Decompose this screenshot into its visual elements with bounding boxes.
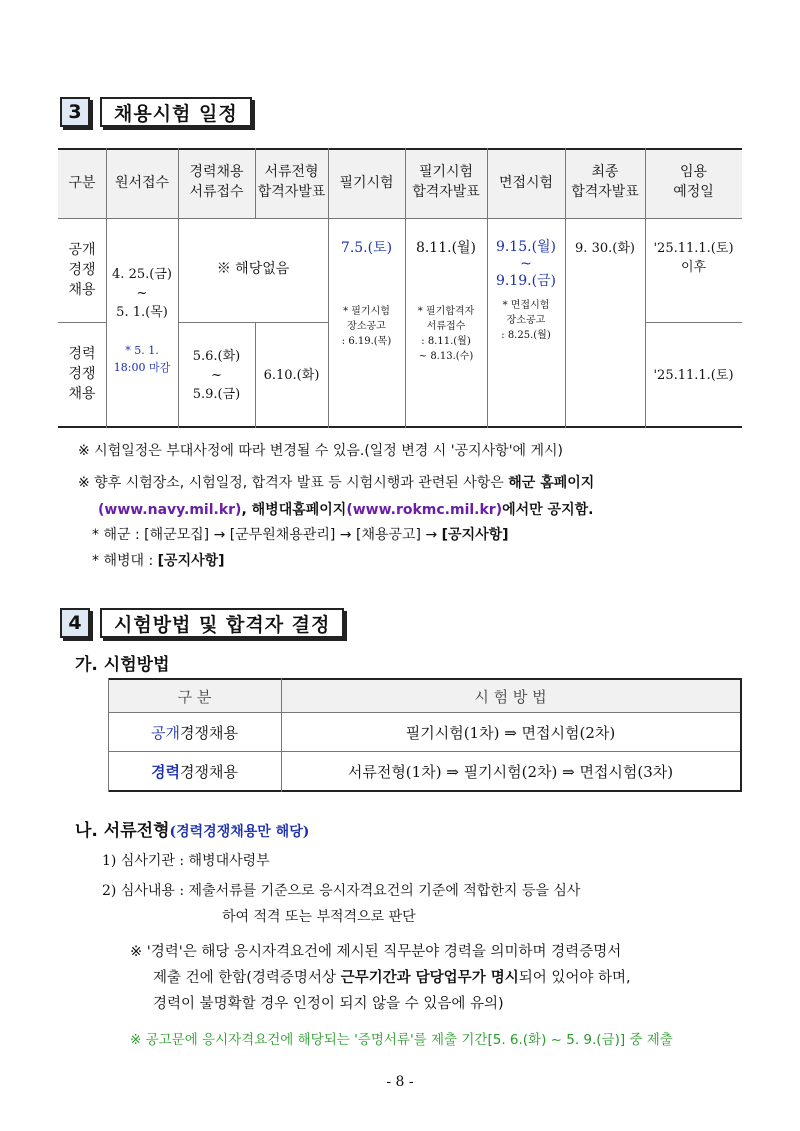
review-agency: 1) 심사기관 : 해병대사령부 (102, 853, 270, 869)
path-text: * 해병대 : (92, 553, 158, 569)
header-line: 합격자발표 (412, 184, 480, 200)
application-end: 5. 1.(목) (116, 305, 168, 320)
interview-note (487, 298, 565, 343)
note-line: : 6.19.(목) (341, 336, 392, 347)
header-line: 합격자발표 (571, 184, 639, 200)
deadline-time: 18:00 마감 (113, 361, 171, 374)
note-line: ~ 8.13.(수) (418, 351, 474, 362)
schedule-change-note: ※ 시험일정은 부대사정에 따라 변경될 수 있음.(일정 변경 시 '공지사항'에 게시) (78, 443, 564, 459)
marine-path (92, 550, 225, 570)
page-number: - 8 - (386, 1074, 414, 1090)
header-written-result (405, 162, 487, 202)
interview-period (487, 239, 565, 290)
note-bold: , 해병대홈페이지 (241, 502, 347, 518)
label-text: 경쟁채용 (180, 723, 238, 742)
header-line: 예정일 (673, 184, 714, 200)
appointment-after: 이후 (680, 260, 707, 275)
tilde: ~ (520, 256, 532, 272)
label-text: 경쟁채용 (180, 762, 238, 781)
row-label-line: 경쟁 (68, 262, 96, 278)
method-header-method: 시 험 방 법 (474, 687, 547, 706)
section-3-header (60, 97, 252, 127)
career-note-line1: ※ '경력'은 해당 응시자격요건에 제시된 직무분야 경력을 의미하며 경력증명서 (130, 944, 622, 960)
header-interview: 면접시험 (498, 175, 554, 191)
header-line: 임용 (679, 164, 708, 180)
path-target: [공지사항] (157, 553, 225, 569)
header-line: 서류접수 (189, 184, 244, 200)
label-highlight: 경력 (151, 762, 180, 781)
career-docs-start: 5.6.(화) (192, 349, 241, 364)
interview-end: 9.19.(금) (495, 273, 557, 289)
final-result-date: 9. 30.(화) (575, 241, 635, 256)
review-content-cont: 하여 적격 또는 부적격으로 판단 (222, 909, 416, 925)
label-highlight: 공개 (151, 723, 180, 742)
header-line: 서류전형 (264, 164, 319, 180)
marine-url[interactable]: (www.rokmc.mil.kr) (346, 502, 503, 518)
navy-path (92, 524, 509, 544)
header-category: 구분 (68, 175, 96, 191)
application-period (106, 265, 178, 322)
navy-url[interactable]: (www.navy.mil.kr) (98, 502, 242, 518)
note-line: 장소공고 (506, 315, 546, 326)
method-header-category: 구 분 (177, 687, 212, 706)
path-target: [공지사항] (441, 527, 509, 543)
row-label-line: 채용 (68, 282, 96, 298)
doc-result-date: 6.10.(화) (263, 368, 320, 383)
not-applicable: ※ 해당없음 (216, 261, 290, 277)
written-note (328, 304, 405, 349)
deadline-date: * 5. 1. (125, 344, 159, 357)
tilde: ~ (136, 286, 148, 301)
subsection-ga: 가. 시험방법 (75, 655, 170, 675)
career-note-line3: 경력이 불명확할 경우 인정이 되지 않을 수 있음에 유의) (153, 996, 504, 1012)
note-line: * 필기합격자 (417, 306, 475, 317)
appointment-open (645, 239, 742, 277)
path-text: * 해군 : [해군모집] → [군무원채용관리] → [채용공고] → (92, 527, 442, 543)
note-line: * 필기시험 (343, 306, 390, 317)
schedule-table (58, 148, 742, 428)
method-row2-label (108, 752, 281, 790)
application-deadline (106, 342, 178, 376)
row-label-line: 경쟁 (68, 366, 96, 382)
appointment-date: '25.11.1.(토) (653, 241, 734, 256)
header-appointment (645, 162, 742, 202)
written-result-note (405, 304, 487, 364)
career-note-line2 (153, 966, 631, 987)
note-bold: 근무기간과 담당업무가 명시 (340, 970, 519, 986)
subsection-na (75, 816, 309, 841)
row-label-line: 공개 (68, 242, 96, 258)
header-line: 합격자발표 (257, 184, 326, 200)
method-row2-method: 서류전형(1차) ⇒ 필기시험(2차) ⇒ 면접시험(3차) (347, 762, 674, 781)
header-line: 필기시험 (418, 164, 474, 180)
section-number: 3 (60, 97, 90, 127)
method-row1-method: 필기시험(1차) ⇒ 면접시험(2차) (405, 723, 616, 742)
section-title: 시험방법 및 합격자 결정 (100, 608, 344, 638)
note-line: 장소공고 (347, 321, 386, 332)
header-final (565, 162, 645, 202)
note-bold: 해군 홈페이지 (508, 475, 595, 491)
method-table (108, 678, 742, 792)
note-text: ※ 향후 시험장소, 시험일정, 합격자 발표 등 시험시행과 관련된 사항은 (78, 475, 509, 491)
row-label-open (58, 240, 106, 300)
written-date: 7.5.(토) (340, 240, 393, 256)
header-written: 필기시험 (339, 175, 394, 191)
tilde: ~ (211, 368, 222, 383)
note-line: * 면접시험 (502, 300, 550, 311)
header-doc-result (255, 162, 328, 202)
note-bold: 에서만 공지함. (502, 502, 594, 518)
subsection-note: (경력경쟁채용만 해당) (169, 824, 310, 840)
header-line: 경력채용 (189, 164, 244, 180)
interview-start: 9.15.(월) (495, 239, 557, 255)
row-label-line: 경력 (68, 346, 96, 362)
written-result-date: 8.11.(월) (415, 240, 477, 256)
note-text: 되어 있어야 하며, (518, 970, 631, 986)
application-start: 4. 25.(금) (112, 267, 172, 282)
header-application: 원서접수 (114, 175, 170, 191)
note-line: 서류접수 (426, 321, 466, 332)
header-line: 최종 (591, 164, 619, 180)
section-number: 4 (60, 608, 90, 638)
appointment-career: '25.11.1.(토) (653, 368, 734, 383)
method-row1-label (108, 713, 281, 751)
header-career-docs (178, 162, 255, 202)
row-label-line: 채용 (68, 386, 96, 402)
career-docs-end: 5.9.(금) (192, 387, 241, 402)
note-line: : 8.11.(월) (421, 336, 471, 347)
subsection-title: 나. 서류전형 (75, 821, 170, 841)
row-label-career (58, 344, 106, 404)
section-4-header (60, 608, 344, 638)
section-title: 채용시험 일정 (100, 97, 252, 127)
announcement-note (78, 470, 746, 524)
note-line: : 8.25.(월) (501, 330, 551, 341)
document-submission-note: ※ 공고문에 응시자격요건에 해당되는 '증명서류'를 제출 기간[5. 6.(화) ~ 5. 9.(금)] 중 제출 (130, 1032, 673, 1048)
review-content: 2) 심사내용 : 제출서류를 기준으로 응시자격요건의 기준에 적합한지 등을 심사 (102, 883, 581, 899)
career-docs-period (178, 347, 255, 404)
note-text: 제출 건에 한함(경력증명서상 (153, 970, 341, 986)
